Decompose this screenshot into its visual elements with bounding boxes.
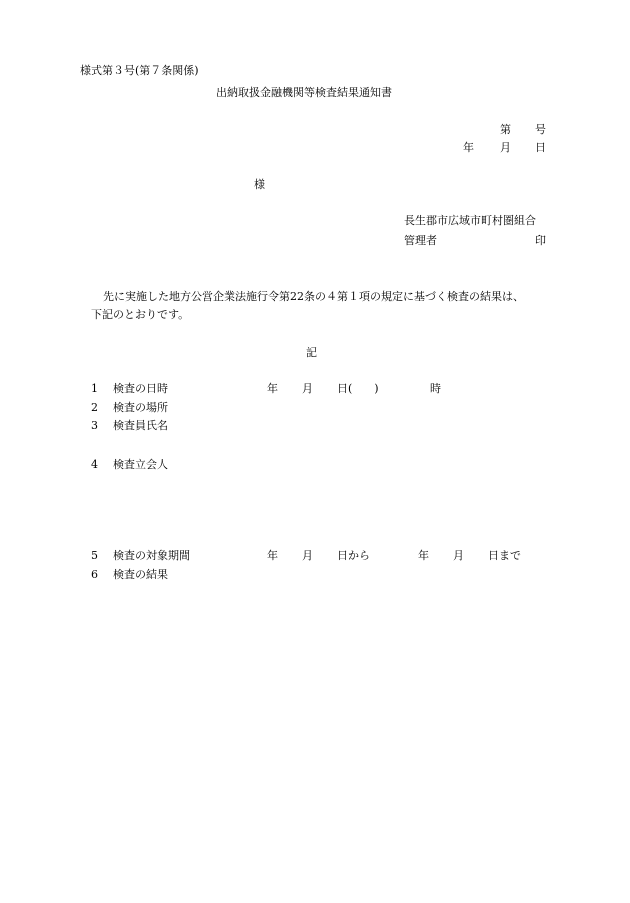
item5-month-to: 月: [453, 549, 464, 562]
ref-go: 号: [535, 123, 546, 136]
date-month: 月: [500, 141, 511, 154]
item-number: 4: [91, 458, 98, 471]
item1-year: 年: [267, 382, 278, 395]
item5-day-to: 日まで: [488, 549, 521, 562]
item-label: 検査の日時: [113, 382, 168, 395]
body-line-1: 先に実施した地方公営企業法施行令第22条の４第１項の規定に基づく検査の結果は、: [103, 290, 524, 303]
item5-year-to: 年: [418, 549, 429, 562]
ki-heading: 記: [306, 346, 317, 359]
item5-day-from: 日から: [337, 549, 370, 562]
ref-dai: 第: [500, 123, 511, 136]
item-5: [91, 549, 190, 563]
item-number: 5: [91, 549, 98, 562]
issuer-role: 管理者: [404, 234, 437, 247]
item-2: [91, 401, 168, 415]
issuer-seal: 印: [535, 234, 546, 247]
date-year: 年: [463, 141, 474, 154]
item-label: 検査の結果: [113, 568, 168, 581]
item-label: 検査立会人: [113, 458, 168, 471]
item-number: 2: [91, 401, 98, 414]
item-number: 6: [91, 568, 98, 581]
item5-year-from: 年: [267, 549, 278, 562]
item-number: 3: [91, 419, 98, 432]
item1-month: 月: [302, 382, 313, 395]
item-4: [91, 458, 168, 472]
item1-day: 日( ): [337, 382, 379, 395]
item-6: [91, 568, 168, 582]
issuer-org: 長生郡市広域市町村圏組合: [404, 214, 536, 227]
item-number: 1: [91, 382, 98, 395]
document-title: 出納取扱金融機関等検査結果通知書: [216, 86, 392, 99]
item-label: 検査の対象期間: [113, 549, 190, 562]
item5-month-from: 月: [302, 549, 313, 562]
form-id: 様式第３号(第７条関係): [80, 64, 199, 77]
item-1: [91, 382, 168, 396]
item1-hour: 時: [430, 382, 441, 395]
item-label: 検査の場所: [113, 401, 168, 414]
item-label: 検査員氏名: [113, 419, 168, 432]
item-3: [91, 419, 168, 433]
addressee-suffix: 様: [254, 178, 265, 191]
date-day: 日: [535, 141, 546, 154]
body-line-2: 下記のとおりです。: [91, 308, 190, 321]
